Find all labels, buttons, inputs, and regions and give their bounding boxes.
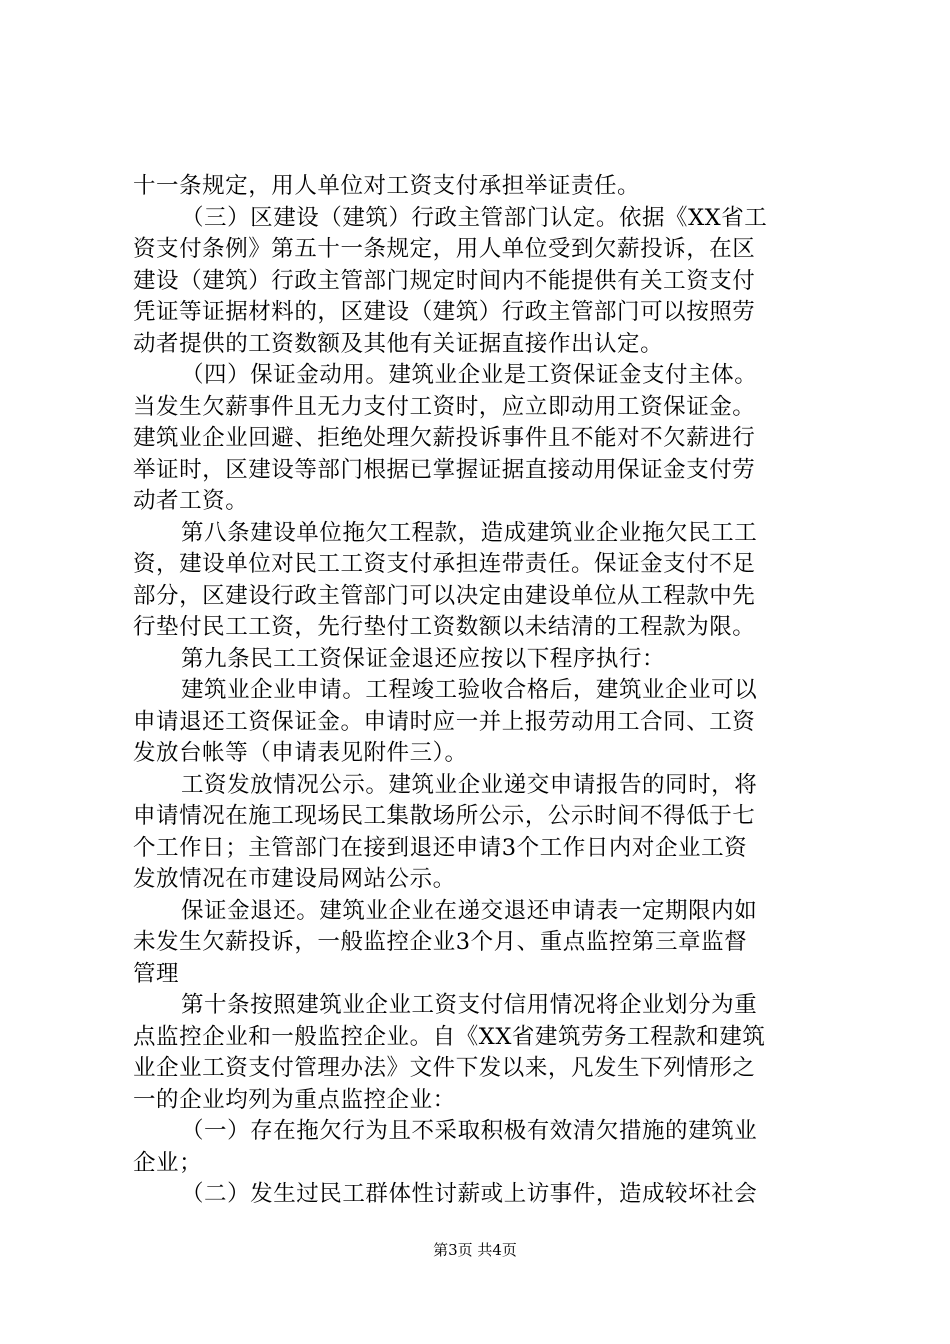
text-line: 举证时，区建设等部门根据已掌握证据直接动用保证金支付劳 <box>133 456 756 483</box>
text-line: 企业； <box>133 1149 203 1176</box>
text-line: 凭证等证据材料的，区建设（建筑）行政主管部门可以按照劳 <box>133 299 756 325</box>
text-line: 第九条民工工资保证金退还应按以下程序执行： <box>181 645 666 672</box>
text-line: 发放台帐等（申请表见附件三）。 <box>133 740 468 766</box>
text-line: 资支付条例》第五十一条规定，用人单位受到欠薪投诉，在区 <box>133 236 756 262</box>
text-line: 申请退还工资保证金。申请时应一并上报劳动用工合同、工资 <box>133 708 756 735</box>
text-line: （四）保证金动用。建筑业企业是工资保证金支付主体。 <box>181 362 758 388</box>
text-line: 第十条按照建筑业企业工资支付信用情况将企业划分为重 <box>181 992 758 1018</box>
text-line: 一的企业均列为重点监控企业： <box>133 1086 456 1113</box>
text-line: （三）区建设（建筑）行政主管部门认定。依据《XX省工 <box>181 204 768 231</box>
text-line: 未发生欠薪投诉，一般监控企业3个月、重点监控第三章监督 <box>133 929 748 955</box>
text-line: 行垫付民工工资，先行垫付工资数额以未结清的工程款为限。 <box>133 614 756 640</box>
text-line: 业企业工资支付管理办法》文件下发以来，凡发生下列情形之 <box>133 1055 756 1081</box>
text-line: 资，建设单位对民工工资支付承担连带责任。保证金支付不足 <box>133 551 756 577</box>
text-line: 管理 <box>133 960 180 987</box>
text-line: 建筑业企业回避、拒绝处理欠薪投诉事件且不能对不欠薪进行 <box>133 425 756 451</box>
text-line: 发放情况在市建设局网站公示。 <box>133 866 456 892</box>
text-line: 部分，区建设行政主管部门可以决定由建设单位从工程款中先 <box>133 582 756 609</box>
text-line: 建设（建筑）行政主管部门规定时间内不能提供有关工资支付 <box>133 267 756 294</box>
text-line: 建筑业企业申请。工程竣工验收合格后，建筑业企业可以 <box>181 677 758 703</box>
text-line: 十一条规定，用人单位对工资支付承担举证责任。 <box>133 173 641 199</box>
text-line: 个工作日；主管部门在接到退还申请3个工作日内对企业工资 <box>133 834 748 861</box>
text-line: 动者工资。 <box>133 488 249 514</box>
text-line: 动者提供的工资数额及其他有关证据直接作出认定。 <box>133 330 664 357</box>
text-line: 申请情况在施工现场民工集散场所公示，公示时间不得低于七 <box>133 803 756 829</box>
page-number-footer: 第3页 共4页 <box>433 1241 517 1259</box>
text-line: 工资发放情况公示。建筑业企业递交申请报告的同时，将 <box>181 771 758 798</box>
text-line: 当发生欠薪事件且无力支付工资时，应立即动用工资保证金。 <box>133 393 756 420</box>
text-line: 保证金退还。建筑业企业在递交退还申请表一定期限内如 <box>181 897 758 924</box>
text-line: （二）发生过民工群体性讨薪或上访事件，造成较坏社会 <box>181 1181 758 1207</box>
text-line: （一）存在拖欠行为且不采取积极有效清欠措施的建筑业 <box>181 1118 758 1144</box>
text-line: 点监控企业和一般监控企业。自《XX省建筑劳务工程款和建筑 <box>133 1023 766 1050</box>
text-line: 第八条建设单位拖欠工程款，造成建筑业企业拖欠民工工 <box>181 519 758 546</box>
document-body <box>133 171 833 1211</box>
